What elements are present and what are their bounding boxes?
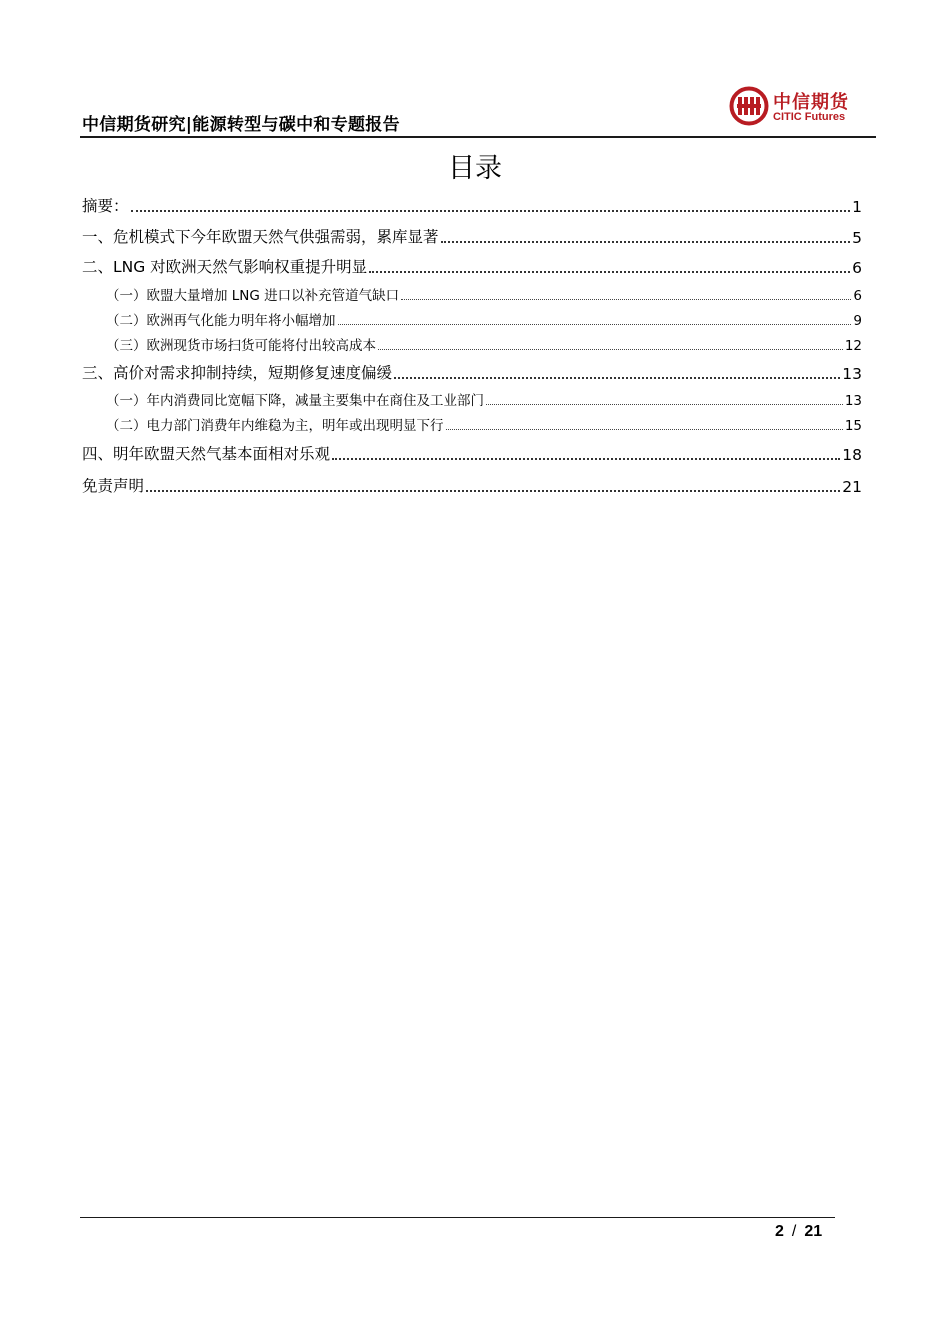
toc-entry-label: （二）电力部门消费年内维稳为主，明年或出现明显下行 (106, 418, 444, 434)
toc-entry-label: 免责声明 (82, 477, 145, 495)
toc-entry-page: 21 (842, 478, 862, 496)
total-pages: 21 (804, 1223, 823, 1240)
toc-entry-label: 一、危机模式下今年欧盟天然气供强需弱，累库显著 (82, 228, 439, 246)
toc-heading: 目录 (448, 153, 502, 184)
toc-entry-page: 13 (844, 393, 862, 409)
toc-entry-label: （一）欧盟大量增加 LNG 进口以补充管道气缺口 (106, 288, 400, 304)
logo-text-cn: 中信期货 (773, 92, 849, 113)
toc-subentry[interactable] (82, 389, 862, 409)
toc-leader-dots (338, 324, 852, 325)
toc-subentry[interactable] (82, 284, 862, 304)
toc-entry-label: （一）年内消费同比宽幅下降，减量主要集中在商住及工业部门 (106, 393, 484, 409)
citic-logo-icon (729, 86, 769, 126)
toc-entry-label: （二）欧洲再气化能力明年将小幅增加 (106, 313, 336, 329)
toc-entry-page: 18 (842, 446, 862, 464)
toc-leader-dots (441, 241, 851, 243)
toc-entry-label: 二、LNG 对欧洲天然气影响权重提升明显 (82, 258, 368, 276)
page-separator: / (791, 1223, 797, 1240)
toc-subentry[interactable] (82, 414, 862, 434)
toc-entry-page: 5 (852, 229, 862, 247)
citic-futures-logo (729, 86, 869, 132)
toc-leader-dots (446, 429, 843, 430)
toc-subentry[interactable] (82, 309, 862, 329)
toc-entry[interactable] (82, 361, 862, 383)
header-divider (80, 136, 876, 138)
toc-entry[interactable] (82, 474, 862, 496)
toc-leader-dots (131, 210, 851, 212)
toc-subentry[interactable] (82, 334, 862, 354)
toc-entry-page: 12 (844, 338, 862, 354)
toc-entry-label: （三）欧洲现货市场扫货可能将付出较高成本 (106, 338, 376, 354)
toc-leader-dots (394, 377, 840, 379)
toc-entry-label: 摘要： (82, 197, 129, 215)
page-number (775, 1223, 822, 1241)
toc-entry[interactable] (82, 225, 862, 247)
current-page: 2 (775, 1223, 784, 1240)
toc-entry-page: 15 (844, 418, 862, 434)
toc-leader-dots (369, 271, 850, 273)
toc-entry-page: 6 (853, 288, 862, 304)
toc-leader-dots (486, 404, 843, 405)
toc-entry-page: 13 (842, 365, 862, 383)
report-header-title: 中信期货研究|能源转型与碳中和专题报告 (82, 115, 400, 135)
toc-entry-label: 四、明年欧盟天然气基本面相对乐观 (82, 445, 331, 463)
toc-entry-page: 9 (853, 313, 862, 329)
toc-entry-page: 6 (852, 259, 862, 277)
toc-leader-dots (378, 349, 843, 350)
toc-entry-page: 1 (852, 198, 862, 216)
toc-entry-label: 三、高价对需求抑制持续，短期修复速度偏缓 (82, 364, 393, 382)
toc-entry[interactable] (82, 442, 862, 464)
logo-text-en: CITIC Futures (773, 111, 846, 123)
toc-leader-dots (332, 458, 840, 460)
toc-entry[interactable] (82, 255, 862, 277)
toc-entry[interactable] (82, 194, 862, 216)
footer-divider (80, 1217, 835, 1218)
toc-leader-dots (401, 299, 851, 300)
toc-leader-dots (146, 490, 840, 492)
